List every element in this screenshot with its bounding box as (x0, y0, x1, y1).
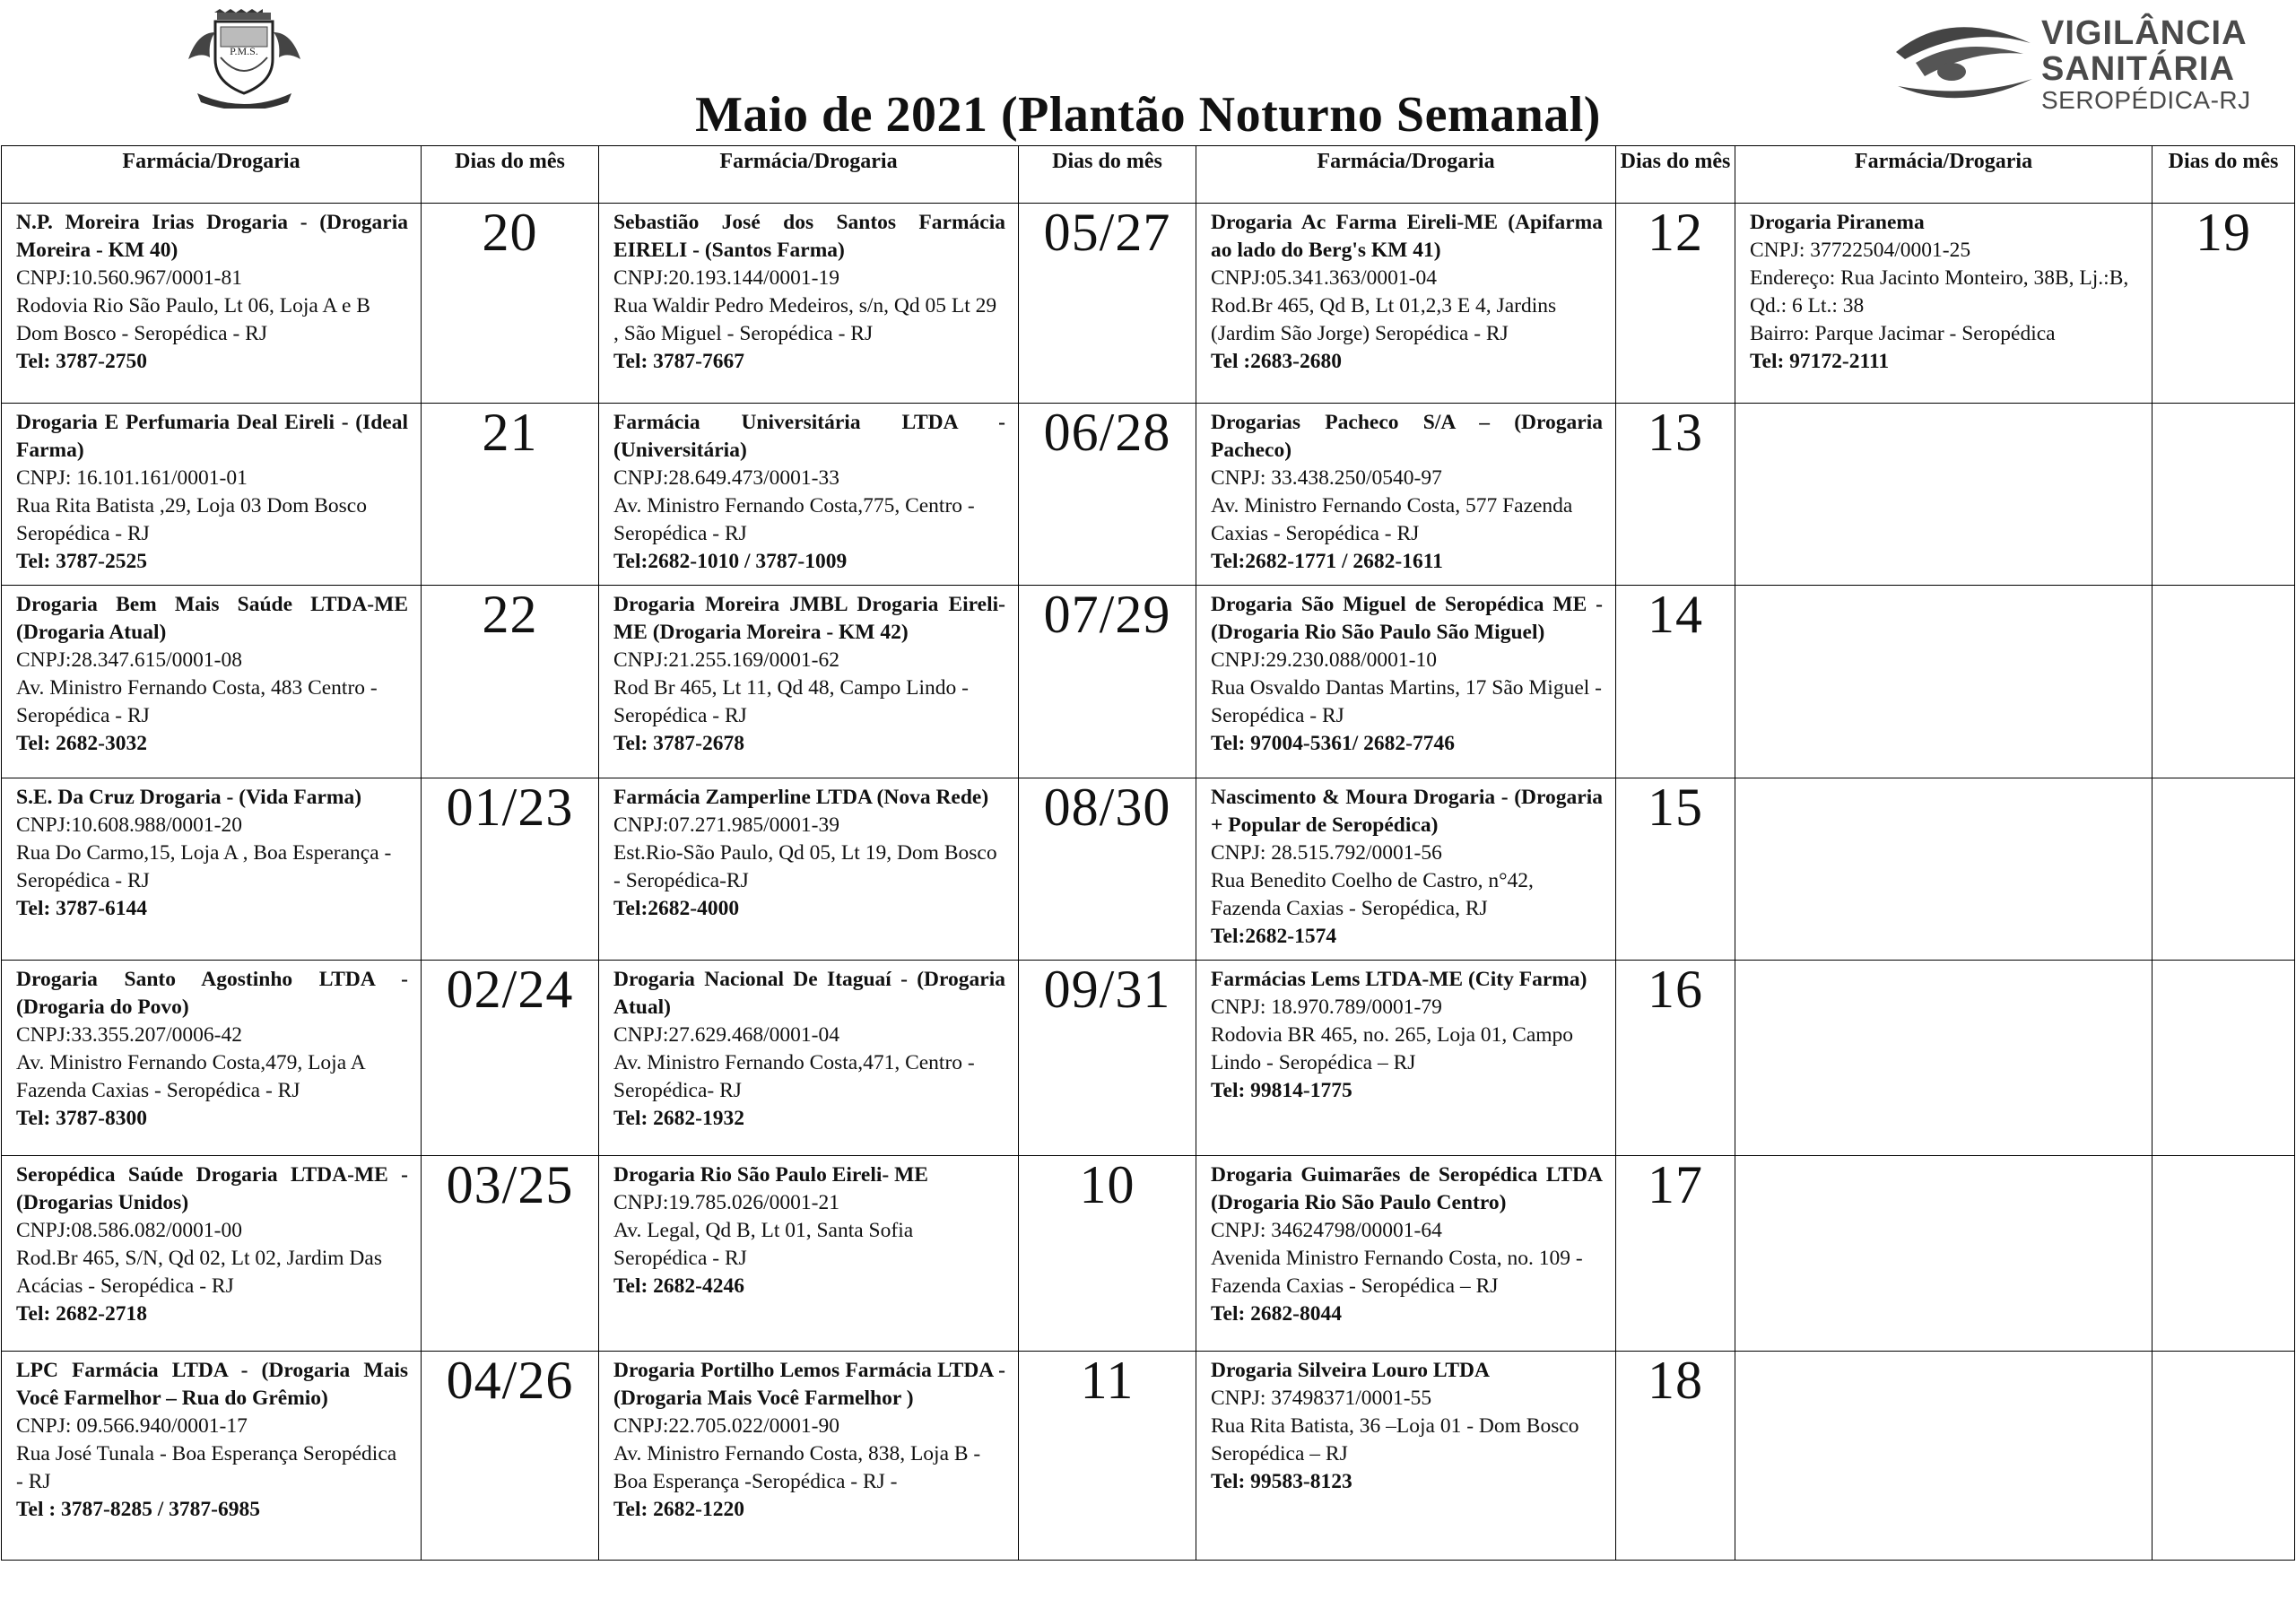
pharmacy-name: Nascimento & Moura Drogaria - (Drogaria + Popular de Seropédica) (1211, 786, 1603, 837)
pharmacy-phone: Tel: 2682-1220 (613, 1498, 745, 1521)
pharmacy-phone: Tel: 99583-8123 (1211, 1470, 1352, 1493)
pharmacy-cnpj: CNPJ: 09.566.940/0001-17 (16, 1414, 248, 1438)
pharmacy-cell (2, 1352, 422, 1561)
pharmacy-info (599, 404, 1018, 579)
duty-days (2152, 1352, 2295, 1561)
pharmacy-cell (1735, 204, 2152, 404)
pharmacy-address: Av. Ministro Fernando Costa, 838, Loja B - Boa Esperança -Seropédica - RJ - (613, 1442, 981, 1493)
pharmacy-phone: Tel:2682-1574 (1211, 925, 1337, 948)
table-row (2, 778, 2295, 961)
header-pharmacy: Farmácia/Drogaria (1196, 146, 1616, 204)
pharmacy-cell (599, 1156, 1019, 1352)
duty-days: 16 (1616, 961, 1735, 1156)
pharmacy-cell (599, 404, 1019, 586)
header-days: Dias do mês (422, 146, 599, 204)
pharmacy-phone: Tel: 3787-6144 (16, 897, 148, 920)
pharmacy-info (2, 204, 421, 379)
pharmacy-address: Endereço: Rua Jacinto Monteiro, 38B, Lj.:B, Qd.: 6 Lt.: 38 (1750, 266, 2129, 317)
pharmacy-phone: Tel:2682-4000 (613, 897, 740, 920)
pharmacy-info (2, 961, 421, 1136)
pharmacy-phone: Tel: 3787-8300 (16, 1107, 148, 1130)
pharmacy-name: Drogaria Silveira Louro LTDA (1211, 1359, 1490, 1382)
pharmacy-phone: Tel: 2682-8044 (1211, 1302, 1343, 1326)
duty-days: 20 (422, 204, 599, 404)
pharmacy-cell (1196, 1352, 1616, 1561)
pharmacy-name: Drogaria Bem Mais Saúde LTDA-ME (Drogaria Atual) (16, 593, 408, 644)
duty-days: 14 (1616, 586, 1735, 778)
pharmacy-info (2, 778, 421, 926)
pharmacy-cnpj: CNPJ:33.355.207/0006-42 (16, 1023, 242, 1047)
page-title: Maio de 2021 (Plantão Noturno Semanal) (695, 87, 1601, 143)
pharmacy-phone: Tel: 3787-2678 (613, 732, 745, 755)
pharmacy-info (1735, 961, 2152, 970)
pharmacy-cnpj: CNPJ:27.629.468/0001-04 (613, 1023, 839, 1047)
pharmacy-address: Rua José Tunala - Boa Esperança Seropédica - RJ (16, 1442, 397, 1493)
schedule-body (2, 204, 2295, 1561)
pharmacy-cnpj: CNPJ:21.255.169/0001-62 (613, 648, 839, 672)
header-pharmacy: Farmácia/Drogaria (1735, 146, 2152, 204)
pharmacy-info (2, 586, 421, 761)
pharmacy-cell (1196, 204, 1616, 404)
pharmacy-phone: Tel: 3787-2525 (16, 550, 148, 573)
pharmacy-cell (2, 961, 422, 1156)
pharmacy-cnpj: CNPJ:10.560.967/0001-81 (16, 266, 242, 290)
duty-days (2152, 404, 2295, 586)
table-row (2, 1352, 2295, 1561)
duty-days: 11 (1019, 1352, 1196, 1561)
duty-days: 17 (1616, 1156, 1735, 1352)
pharmacy-cell (1735, 586, 2152, 778)
pharmacy-phone: Tel :2683-2680 (1211, 350, 1343, 373)
pharmacy-name: Drogaria Guimarães de Seropédica LTDA (Drogaria Rio São Paulo Centro) (1211, 1163, 1603, 1214)
pharmacy-phone: Tel: 2682-4246 (613, 1274, 745, 1298)
duty-days (2152, 961, 2295, 1156)
table-row (2, 1156, 2295, 1352)
pharmacy-cell (2, 778, 422, 961)
pharmacy-cell (2, 586, 422, 778)
pharmacy-info (2, 1352, 421, 1527)
pharmacy-cell (2, 1156, 422, 1352)
pharmacy-cell (1196, 404, 1616, 586)
pharmacy-phone: Tel: 97172-2111 (1750, 350, 1890, 373)
pharmacy-name: Seropédica Saúde Drogaria LTDA-ME - (Drogarias Unidos) (16, 1163, 408, 1214)
logo-line-3: SEROPÉDICA-RJ (2041, 86, 2251, 114)
pharmacy-phone: Tel: 2682-1932 (613, 1107, 745, 1130)
pharmacy-cnpj: CNPJ: 18.970.789/0001-79 (1211, 996, 1442, 1019)
pharmacy-cell (1196, 1156, 1616, 1352)
pharmacy-cell (599, 204, 1019, 404)
pharmacy-cnpj: CNPJ:22.705.022/0001-90 (613, 1414, 839, 1438)
pharmacy-address: Av. Ministro Fernando Costa, 577 Fazenda Caxias - Seropédica - RJ (1211, 494, 1573, 545)
pharmacy-address: Rua Osvaldo Dantas Martins, 17 São Miguel - Seropédica - RJ (1211, 676, 1603, 727)
pharmacy-cnpj: CNPJ:28.347.615/0001-08 (16, 648, 242, 672)
duty-days (2152, 778, 2295, 961)
pharmacy-cell (1735, 778, 2152, 961)
pharmacy-cnpj: CNPJ: 33.438.250/0540-97 (1211, 466, 1442, 490)
pharmacy-cnpj: CNPJ:19.785.026/0001-21 (613, 1191, 839, 1214)
pharmacy-address: Av. Ministro Fernando Costa,479, Loja A Fazenda Caxias - Seropédica - RJ (16, 1051, 365, 1102)
pharmacy-cnpj: CNPJ:28.649.473/0001-33 (613, 466, 839, 490)
pharmacy-info (1735, 586, 2152, 595)
duty-days: 03/25 (422, 1156, 599, 1352)
pharmacy-cnpj: CNPJ: 16.101.161/0001-01 (16, 466, 248, 490)
pharmacy-address: Av. Ministro Fernando Costa,471, Centro - Seropédica- RJ (613, 1051, 975, 1102)
pharmacy-address: Rua Do Carmo,15, Loja A , Boa Esperança - Seropédica - RJ (16, 841, 392, 892)
pharmacy-name: S.E. Da Cruz Drogaria - (Vida Farma) (16, 786, 362, 809)
table-row (2, 586, 2295, 778)
pharmacy-cnpj: CNPJ:08.586.082/0001-00 (16, 1219, 242, 1242)
duty-days: 13 (1616, 404, 1735, 586)
pharmacy-cell (1196, 778, 1616, 961)
pharmacy-phone: Tel: 97004-5361/ 2682-7746 (1211, 732, 1455, 755)
pharmacy-cell (1735, 1156, 2152, 1352)
pharmacy-cell (1196, 586, 1616, 778)
pharmacy-info (599, 204, 1018, 379)
pharmacy-name: LPC Farmácia LTDA - (Drogaria Mais Você Farmelhor – Rua do Grêmio) (16, 1359, 408, 1410)
header-row (2, 146, 2295, 204)
duty-days: 09/31 (1019, 961, 1196, 1156)
pharmacy-cnpj: CNPJ: 34624798/00001-64 (1211, 1219, 1442, 1242)
pharmacy-address: Rod.Br 465, Qd B, Lt 01,2,3 E 4, Jardins (Jardim São Jorge) Seropédica - RJ (1211, 294, 1557, 345)
pharmacy-address: Rua Rita Batista ,29, Loja 03 Dom Bosco Seropédica - RJ (16, 494, 367, 545)
header-pharmacy: Farmácia/Drogaria (2, 146, 422, 204)
pharmacy-phone: Tel: 2682-3032 (16, 732, 148, 755)
pharmacy-cell (599, 1352, 1019, 1561)
duty-days: 07/29 (1019, 586, 1196, 778)
pharmacy-name: Drogaria Rio São Paulo Eireli- ME (613, 1163, 928, 1187)
pharmacy-cell (2, 404, 422, 586)
pharmacy-address: Rua Benedito Coelho de Castro, n°42, Fazenda Caxias - Seropédica, RJ (1211, 869, 1534, 920)
pharmacy-name: Drogaria Santo Agostinho LTDA - (Drogaria do Povo) (16, 968, 408, 1019)
pharmacy-address: Bairro: Parque Jacimar - Seropédica (1750, 322, 2056, 345)
pharmacy-info (1196, 1352, 1615, 1500)
pharmacy-info (599, 1352, 1018, 1527)
pharmacy-address: Rodovia BR 465, no. 265, Loja 01, Campo Lindo - Seropédica – RJ (1211, 1023, 1574, 1074)
duty-days: 02/24 (422, 961, 599, 1156)
pharmacy-info (1196, 204, 1615, 379)
pharmacy-info (599, 961, 1018, 1136)
pharmacy-info (599, 778, 1018, 926)
pharmacy-cell (599, 778, 1019, 961)
pharmacy-phone: Tel: 3787-7667 (613, 350, 745, 373)
pharmacy-cell (1735, 404, 2152, 586)
pharmacy-cell (1735, 1352, 2152, 1561)
pharmacy-phone: Tel: 2682-2718 (16, 1302, 148, 1326)
pharmacy-cnpj: CNPJ:07.271.985/0001-39 (613, 813, 839, 837)
pharmacy-cell (599, 586, 1019, 778)
pharmacy-info (1735, 1352, 2152, 1361)
pharmacy-name: Farmácia Universitária LTDA - (Universitária) (613, 411, 1005, 462)
pharmacy-name: Drogaria Piranema (1750, 211, 1925, 234)
pharmacy-cnpj: CNPJ:05.341.363/0001-04 (1211, 266, 1437, 290)
pharmacy-address: Av. Legal, Qd B, Lt 01, Santa Sofia Seropédica - RJ (613, 1219, 914, 1270)
duty-days: 19 (2152, 204, 2295, 404)
pharmacy-info (1735, 778, 2152, 787)
pharmacy-name: N.P. Moreira Irias Drogaria - (Drogaria Moreira - KM 40) (16, 211, 408, 262)
pharmacy-info (1196, 778, 1615, 954)
duty-days: 21 (422, 404, 599, 586)
pharmacy-name: Sebastião José dos Santos Farmácia EIRELI - (Santos Farma) (613, 211, 1005, 262)
pharmacy-name: Drogaria E Perfumaria Deal Eireli - (Ideal Farma) (16, 411, 408, 462)
pharmacy-info (1735, 204, 2152, 379)
pharmacy-address: Est.Rio-São Paulo, Qd 05, Lt 19, Dom Bosco - Seropédica-RJ (613, 841, 997, 892)
pharmacy-phone: Tel:2682-1771 / 2682-1611 (1211, 550, 1443, 573)
pharmacy-cnpj: CNPJ:29.230.088/0001-10 (1211, 648, 1437, 672)
pharmacy-info (2, 404, 421, 579)
pharmacy-address: Rua Rita Batista, 36 –Loja 01 - Dom Bosco Seropédica – RJ (1211, 1414, 1579, 1465)
pharmacy-info (1196, 586, 1615, 761)
pharmacy-info (599, 586, 1018, 761)
duty-days: 15 (1616, 778, 1735, 961)
header-pharmacy: Farmácia/Drogaria (599, 146, 1019, 204)
pharmacy-address: Rod Br 465, Lt 11, Qd 48, Campo Lindo - Seropédica - RJ (613, 676, 970, 727)
pharmacy-cnpj: CNPJ:10.608.988/0001-20 (16, 813, 242, 837)
pharmacy-cell (599, 961, 1019, 1156)
svg-text:P.M.S.: P.M.S. (230, 45, 258, 57)
pharmacy-address: Avenida Ministro Fernando Costa, no. 109 - Fazenda Caxias - Seropédica – RJ (1211, 1247, 1583, 1298)
pharmacy-cnpj: CNPJ: 37498371/0001-55 (1211, 1387, 1432, 1410)
header-days: Dias do mês (2152, 146, 2295, 204)
pharmacy-cnpj: CNPJ:20.193.144/0001-19 (613, 266, 839, 290)
duty-days: 10 (1019, 1156, 1196, 1352)
pharmacy-info (2, 1156, 421, 1332)
pharmacy-cell (1196, 961, 1616, 1156)
pharmacy-address: Rod.Br 465, S/N, Qd 02, Lt 02, Jardim Das Acácias - Seropédica - RJ (16, 1247, 382, 1298)
pharmacy-phone: Tel:2682-1010 / 3787-1009 (613, 550, 848, 573)
pharmacy-name: Farmácias Lems LTDA-ME (City Farma) (1211, 968, 1587, 991)
pharmacy-name: Drogaria Portilho Lemos Farmácia LTDA - (Drogaria Mais Você Farmelhor ) (613, 1359, 1005, 1410)
pharmacy-address: Av. Ministro Fernando Costa, 483 Centro - Seropédica - RJ (16, 676, 378, 727)
pharmacy-name: Drogaria Moreira JMBL Drogaria Eireli-ME (Drogaria Moreira - KM 42) (613, 593, 1005, 644)
pharmacy-cell (1735, 961, 2152, 1156)
pharmacy-phone: Tel : 3787-8285 / 3787-6985 (16, 1498, 260, 1521)
schedule-table (1, 145, 2295, 1561)
pharmacy-name: Farmácia Zamperline LTDA (Nova Rede) (613, 786, 989, 809)
pharmacy-address: Rodovia Rio São Paulo, Lt 06, Loja A e B Dom Bosco - Seropédica - RJ (16, 294, 370, 345)
pharmacy-cnpj: CNPJ: 28.515.792/0001-56 (1211, 841, 1442, 865)
pharmacy-name: Drogaria Nacional De Itaguaí - (Drogaria Atual) (613, 968, 1005, 1019)
pharmacy-name: Drogarias Pacheco S/A – (Drogaria Pacheco) (1211, 411, 1603, 462)
duty-days: 04/26 (422, 1352, 599, 1561)
pharmacy-info (1196, 961, 1615, 1109)
header-days: Dias do mês (1019, 146, 1196, 204)
duty-days: 05/27 (1019, 204, 1196, 404)
pharmacy-info (1196, 1156, 1615, 1332)
pharmacy-phone: Tel: 3787-2750 (16, 350, 148, 373)
header-days: Dias do mês (1616, 146, 1735, 204)
logo-line-1: VIGILÂNCIA (2041, 14, 2248, 52)
duty-days: 01/23 (422, 778, 599, 961)
pharmacy-address: Av. Ministro Fernando Costa,775, Centro - Seropédica - RJ (613, 494, 975, 545)
pharmacy-info (1196, 404, 1615, 579)
pharmacy-name: Drogaria São Miguel de Seropédica ME - (Drogaria Rio São Paulo São Miguel) (1211, 593, 1603, 644)
duty-days: 08/30 (1019, 778, 1196, 961)
pharmacy-cnpj: CNPJ: 37722504/0001-25 (1750, 239, 1971, 262)
duty-days: 22 (422, 586, 599, 778)
pharmacy-info (599, 1156, 1018, 1304)
table-row (2, 204, 2295, 404)
logo-line-2: SANITÁRIA (2041, 50, 2235, 88)
duty-days (2152, 586, 2295, 778)
pharmacy-name: Drogaria Ac Farma Eireli-ME (Apifarma ao lado do Berg's KM 41) (1211, 211, 1603, 262)
duty-days: 18 (1616, 1352, 1735, 1561)
table-row (2, 961, 2295, 1156)
duty-days (2152, 1156, 2295, 1352)
duty-days: 12 (1616, 204, 1735, 404)
pharmacy-cell (2, 204, 422, 404)
pharmacy-info (1735, 404, 2152, 413)
table-row (2, 404, 2295, 586)
pharmacy-phone: Tel: 99814-1775 (1211, 1079, 1352, 1102)
duty-days: 06/28 (1019, 404, 1196, 586)
pharmacy-info (1735, 1156, 2152, 1165)
pharmacy-address: Rua Waldir Pedro Medeiros, s/n, Qd 05 Lt 29 , São Miguel - Seropédica - RJ (613, 294, 997, 345)
